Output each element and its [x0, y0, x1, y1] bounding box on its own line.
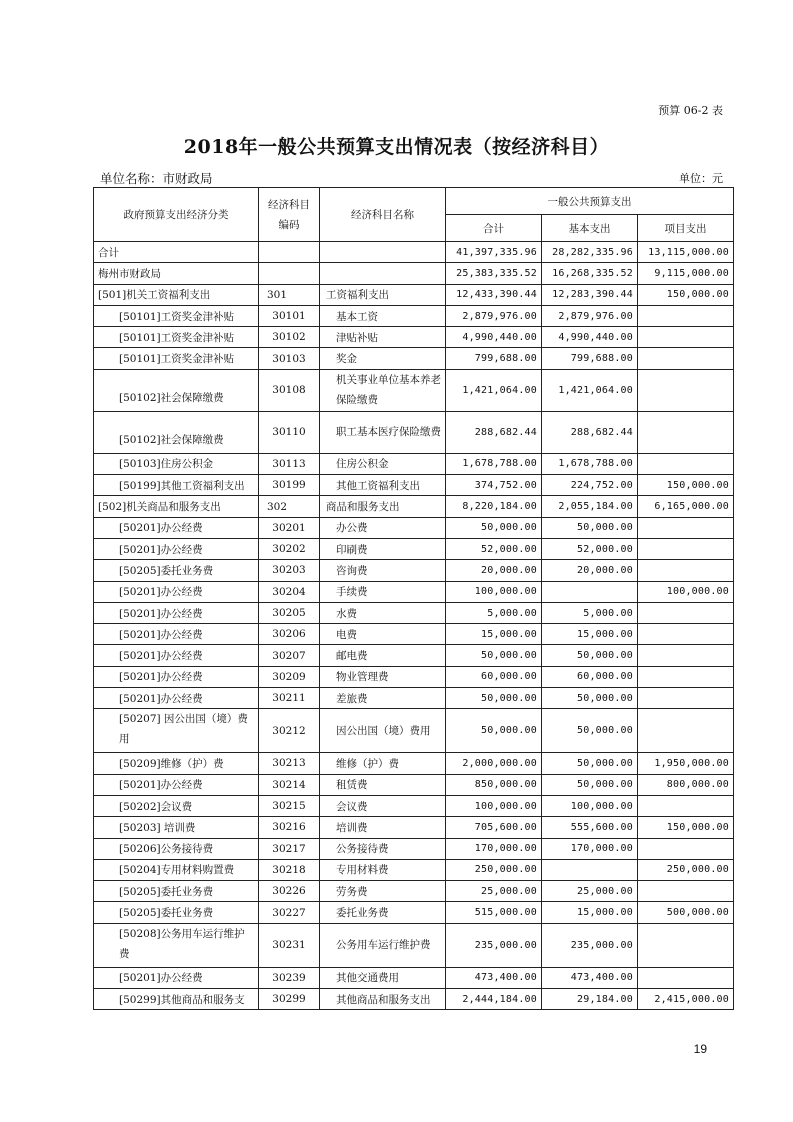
row-category: [50201]办公经费	[94, 688, 259, 709]
row-subject-code: 30113	[259, 453, 320, 474]
row-basic-expenditure: 50,000.00	[542, 688, 638, 709]
row-basic-expenditure: 1,678,788.00	[542, 453, 638, 474]
row-subject-code: 30209	[259, 666, 320, 687]
row-project-expenditure: 250,000.00	[638, 859, 734, 880]
row-total: 12,433,390.44	[446, 284, 542, 305]
row-total: 2,000,000.00	[446, 753, 542, 774]
row-basic-expenditure: 170,000.00	[542, 838, 638, 859]
row-basic-expenditure: 16,268,335.52	[542, 263, 638, 284]
row-project-expenditure	[638, 453, 734, 474]
row-category: [50205]委托业务费	[94, 881, 259, 902]
row-subject-name: 维修（护）费	[320, 753, 446, 774]
row-subject-name: 商品和服务支出	[320, 496, 446, 517]
table-row	[94, 666, 734, 687]
row-project-expenditure: 150,000.00	[638, 284, 734, 305]
row-subject-code: 30214	[259, 774, 320, 795]
row-subject-name: 手续费	[320, 581, 446, 602]
row-total: 1,678,788.00	[446, 453, 542, 474]
row-category: [50201]办公经费	[94, 645, 259, 666]
row-total: 2,444,184.00	[446, 989, 542, 1010]
row-category: [50299]其他商品和服务支	[94, 989, 259, 1010]
row-category: [50201]办公经费	[94, 774, 259, 795]
row-subject-code: 30101	[259, 305, 320, 326]
row-category: [50209]维修（护）费	[94, 753, 259, 774]
row-subject-code: 30211	[259, 688, 320, 709]
table-row	[94, 602, 734, 623]
row-total: 50,000.00	[446, 709, 542, 753]
row-project-expenditure	[638, 624, 734, 645]
table-row	[94, 348, 734, 369]
row-basic-expenditure: 50,000.00	[542, 774, 638, 795]
row-project-expenditure	[638, 709, 734, 753]
row-subject-code: 30299	[259, 989, 320, 1010]
unit-name-label: 单位名称：市财政局	[100, 171, 213, 186]
row-basic-expenditure: 473,400.00	[542, 967, 638, 988]
row-total: 705,600.00	[446, 817, 542, 838]
row-category: [50101]工资奖金津补贴	[94, 327, 259, 348]
row-category: [50204]专用材料购置费	[94, 859, 259, 880]
table-row	[94, 624, 734, 645]
row-project-expenditure: 6,165,000.00	[638, 496, 734, 517]
row-subject-name: 职工基本医疗保险缴费	[320, 411, 446, 453]
row-total: 2,879,976.00	[446, 305, 542, 326]
row-project-expenditure	[638, 411, 734, 453]
form-number: 预算 06-2 表	[658, 104, 723, 117]
row-basic-expenditure: 4,990,440.00	[542, 327, 638, 348]
row-category: [50205]委托业务费	[94, 560, 259, 581]
table-row	[94, 453, 734, 474]
row-subject-code: 30108	[259, 369, 320, 411]
row-total: 374,752.00	[446, 475, 542, 496]
row-category: [50208]公务用车运行维护费	[94, 923, 259, 967]
row-subject-name: 物业管理费	[320, 666, 446, 687]
budget-expenditure-table	[93, 187, 734, 1010]
row-subject-code: 30202	[259, 538, 320, 559]
row-project-expenditure: 800,000.00	[638, 774, 734, 795]
row-total: 799,688.00	[446, 348, 542, 369]
table-row	[94, 242, 734, 263]
row-total: 52,000.00	[446, 538, 542, 559]
row-basic-expenditure: 100,000.00	[542, 795, 638, 816]
table-row	[94, 369, 734, 411]
row-project-expenditure: 150,000.00	[638, 475, 734, 496]
table-row	[94, 538, 734, 559]
page-title: 2018年一般公共预算支出情况表（按经济科目）	[183, 136, 610, 158]
row-basic-expenditure: 224,752.00	[542, 475, 638, 496]
header-subject-code: 经济科目编码	[259, 188, 320, 242]
row-total: 60,000.00	[446, 666, 542, 687]
row-subject-code: 30206	[259, 624, 320, 645]
row-subject-name: 办公费	[320, 517, 446, 538]
row-category: [50201]办公经费	[94, 581, 259, 602]
row-project-expenditure: 100,000.00	[638, 581, 734, 602]
row-category: [50201]办公经费	[94, 602, 259, 623]
row-basic-expenditure: 2,055,184.00	[542, 496, 638, 517]
row-subject-name: 培训费	[320, 817, 446, 838]
row-category: [50101]工资奖金津补贴	[94, 348, 259, 369]
row-basic-expenditure: 50,000.00	[542, 517, 638, 538]
table-row	[94, 902, 734, 923]
header-basic-expenditure: 基本支出	[542, 215, 638, 242]
row-project-expenditure	[638, 517, 734, 538]
row-subject-name: 咨询费	[320, 560, 446, 581]
row-basic-expenditure: 555,600.00	[542, 817, 638, 838]
row-project-expenditure	[638, 838, 734, 859]
row-category: [50203] 培训费	[94, 817, 259, 838]
row-subject-name: 劳务费	[320, 881, 446, 902]
row-total: 15,000.00	[446, 624, 542, 645]
row-category: [50102]社会保障缴费	[94, 369, 259, 411]
row-subject-name: 电费	[320, 624, 446, 645]
row-category: [50103]住房公积金	[94, 453, 259, 474]
table-body	[94, 242, 734, 1010]
row-basic-expenditure: 2,879,976.00	[542, 305, 638, 326]
row-subject-name: 水费	[320, 602, 446, 623]
currency-unit-label: 单位：元	[679, 172, 723, 185]
table-row	[94, 284, 734, 305]
row-project-expenditure	[638, 305, 734, 326]
row-project-expenditure: 500,000.00	[638, 902, 734, 923]
row-basic-expenditure: 5,000.00	[542, 602, 638, 623]
header-project-expenditure: 项目支出	[638, 215, 734, 242]
row-subject-code: 30218	[259, 859, 320, 880]
row-project-expenditure: 9,115,000.00	[638, 263, 734, 284]
row-subject-code: 30231	[259, 923, 320, 967]
row-project-expenditure	[638, 602, 734, 623]
row-basic-expenditure: 12,283,390.44	[542, 284, 638, 305]
row-project-expenditure	[638, 967, 734, 988]
row-basic-expenditure: 15,000.00	[542, 624, 638, 645]
row-basic-expenditure: 288,682.44	[542, 411, 638, 453]
row-subject-name: 其他交通费用	[320, 967, 446, 988]
row-project-expenditure	[638, 645, 734, 666]
row-subject-name: 会议费	[320, 795, 446, 816]
row-category: [50202]会议费	[94, 795, 259, 816]
row-basic-expenditure	[542, 859, 638, 880]
table-row	[94, 327, 734, 348]
row-category: [50199]其他工资福利支出	[94, 475, 259, 496]
table-row	[94, 517, 734, 538]
row-category: [50201]办公经费	[94, 624, 259, 645]
row-category: [50201]办公经费	[94, 967, 259, 988]
table-row	[94, 263, 734, 284]
header-total: 合计	[446, 215, 542, 242]
row-subject-code	[259, 242, 320, 263]
header-subject-name: 经济科目名称	[320, 188, 446, 242]
table-row	[94, 881, 734, 902]
row-project-expenditure	[638, 666, 734, 687]
row-total: 1,421,064.00	[446, 369, 542, 411]
row-subject-name: 公务用车运行维护费	[320, 923, 446, 967]
row-total: 50,000.00	[446, 645, 542, 666]
row-subject-name: 专用材料费	[320, 859, 446, 880]
row-project-expenditure	[638, 369, 734, 411]
row-category: [50101]工资奖金津补贴	[94, 305, 259, 326]
row-subject-name: 基本工资	[320, 305, 446, 326]
row-subject-name: 邮电费	[320, 645, 446, 666]
row-subject-code: 30212	[259, 709, 320, 753]
row-total: 100,000.00	[446, 581, 542, 602]
row-total: 4,990,440.00	[446, 327, 542, 348]
row-basic-expenditure	[542, 581, 638, 602]
table-row	[94, 688, 734, 709]
row-subject-code: 301	[259, 284, 320, 305]
row-project-expenditure	[638, 327, 734, 348]
table-row	[94, 817, 734, 838]
row-basic-expenditure: 20,000.00	[542, 560, 638, 581]
header-economic-classification: 政府预算支出经济分类	[94, 188, 259, 242]
row-subject-name: 公务接待费	[320, 838, 446, 859]
row-subject-code: 30217	[259, 838, 320, 859]
row-category: [501]机关工资福利支出	[94, 284, 259, 305]
row-category: [50201]办公经费	[94, 666, 259, 687]
row-total: 850,000.00	[446, 774, 542, 795]
row-total: 25,383,335.52	[446, 263, 542, 284]
row-total: 250,000.00	[446, 859, 542, 880]
row-total: 50,000.00	[446, 517, 542, 538]
row-basic-expenditure: 235,000.00	[542, 923, 638, 967]
row-total: 8,220,184.00	[446, 496, 542, 517]
row-subject-code: 302	[259, 496, 320, 517]
row-subject-code: 30110	[259, 411, 320, 453]
row-total: 473,400.00	[446, 967, 542, 988]
row-subject-name	[320, 263, 446, 284]
row-subject-code: 30204	[259, 581, 320, 602]
table-row	[94, 989, 734, 1010]
row-subject-code: 30201	[259, 517, 320, 538]
row-subject-name: 印刷费	[320, 538, 446, 559]
row-project-expenditure	[638, 795, 734, 816]
table-row	[94, 411, 734, 453]
table-row	[94, 774, 734, 795]
row-subject-code: 30199	[259, 475, 320, 496]
row-basic-expenditure: 28,282,335.96	[542, 242, 638, 263]
row-total: 50,000.00	[446, 688, 542, 709]
row-subject-code: 30226	[259, 881, 320, 902]
row-category: [502]机关商品和服务支出	[94, 496, 259, 517]
row-subject-name: 租赁费	[320, 774, 446, 795]
page-number: 19	[693, 1042, 707, 1056]
row-category: [50207] 因公出国（境）费用	[94, 709, 259, 753]
row-subject-name: 其他工资福利支出	[320, 475, 446, 496]
row-subject-code: 30216	[259, 817, 320, 838]
row-subject-name: 奖金	[320, 348, 446, 369]
row-subject-name: 差旅费	[320, 688, 446, 709]
row-subject-name: 因公出国（境）费用	[320, 709, 446, 753]
row-subject-code: 30207	[259, 645, 320, 666]
row-project-expenditure	[638, 560, 734, 581]
row-subject-code: 30203	[259, 560, 320, 581]
row-total: 515,000.00	[446, 902, 542, 923]
row-subject-code: 30213	[259, 753, 320, 774]
row-basic-expenditure: 50,000.00	[542, 753, 638, 774]
table-row	[94, 560, 734, 581]
table-row	[94, 967, 734, 988]
row-project-expenditure	[638, 348, 734, 369]
row-category: [50206]公务接待费	[94, 838, 259, 859]
row-total: 20,000.00	[446, 560, 542, 581]
table-row	[94, 475, 734, 496]
row-total: 235,000.00	[446, 923, 542, 967]
row-project-expenditure: 13,115,000.00	[638, 242, 734, 263]
row-total: 41,397,335.96	[446, 242, 542, 263]
table-row	[94, 709, 734, 753]
row-subject-code: 30239	[259, 967, 320, 988]
row-subject-code: 30102	[259, 327, 320, 348]
row-subject-name	[320, 242, 446, 263]
row-subject-code: 30103	[259, 348, 320, 369]
row-project-expenditure	[638, 688, 734, 709]
table-row	[94, 795, 734, 816]
row-basic-expenditure: 15,000.00	[542, 902, 638, 923]
row-basic-expenditure: 29,184.00	[542, 989, 638, 1010]
row-basic-expenditure: 50,000.00	[542, 645, 638, 666]
row-category: 合计	[94, 242, 259, 263]
row-total: 170,000.00	[446, 838, 542, 859]
row-subject-code	[259, 263, 320, 284]
row-total: 5,000.00	[446, 602, 542, 623]
row-category: [50102]社会保障缴费	[94, 411, 259, 453]
row-subject-code: 30227	[259, 902, 320, 923]
table-row	[94, 645, 734, 666]
table-row	[94, 838, 734, 859]
row-project-expenditure	[638, 881, 734, 902]
table-row	[94, 496, 734, 517]
row-category: [50205]委托业务费	[94, 902, 259, 923]
row-subject-code: 30205	[259, 602, 320, 623]
row-project-expenditure: 1,950,000.00	[638, 753, 734, 774]
row-project-expenditure	[638, 923, 734, 967]
row-subject-name: 机关事业单位基本养老保险缴费	[320, 369, 446, 411]
row-project-expenditure: 150,000.00	[638, 817, 734, 838]
row-basic-expenditure: 25,000.00	[542, 881, 638, 902]
row-subject-name: 委托业务费	[320, 902, 446, 923]
row-total: 25,000.00	[446, 881, 542, 902]
table-row	[94, 753, 734, 774]
row-subject-name: 工资福利支出	[320, 284, 446, 305]
row-project-expenditure: 2,415,000.00	[638, 989, 734, 1010]
row-category: [50201]办公经费	[94, 538, 259, 559]
row-subject-code: 30215	[259, 795, 320, 816]
row-total: 288,682.44	[446, 411, 542, 453]
table-row	[94, 859, 734, 880]
table-row	[94, 923, 734, 967]
row-basic-expenditure: 60,000.00	[542, 666, 638, 687]
row-basic-expenditure: 52,000.00	[542, 538, 638, 559]
row-subject-name: 其他商品和服务支出	[320, 989, 446, 1010]
row-total: 100,000.00	[446, 795, 542, 816]
row-category: [50201]办公经费	[94, 517, 259, 538]
row-project-expenditure	[638, 538, 734, 559]
row-category: 梅州市财政局	[94, 263, 259, 284]
row-basic-expenditure: 50,000.00	[542, 709, 638, 753]
row-subject-name: 住房公积金	[320, 453, 446, 474]
header-general-budget-group: 一般公共预算支出	[446, 188, 734, 215]
row-subject-name: 津贴补贴	[320, 327, 446, 348]
table-row	[94, 581, 734, 602]
table-row	[94, 305, 734, 326]
row-basic-expenditure: 799,688.00	[542, 348, 638, 369]
row-basic-expenditure: 1,421,064.00	[542, 369, 638, 411]
